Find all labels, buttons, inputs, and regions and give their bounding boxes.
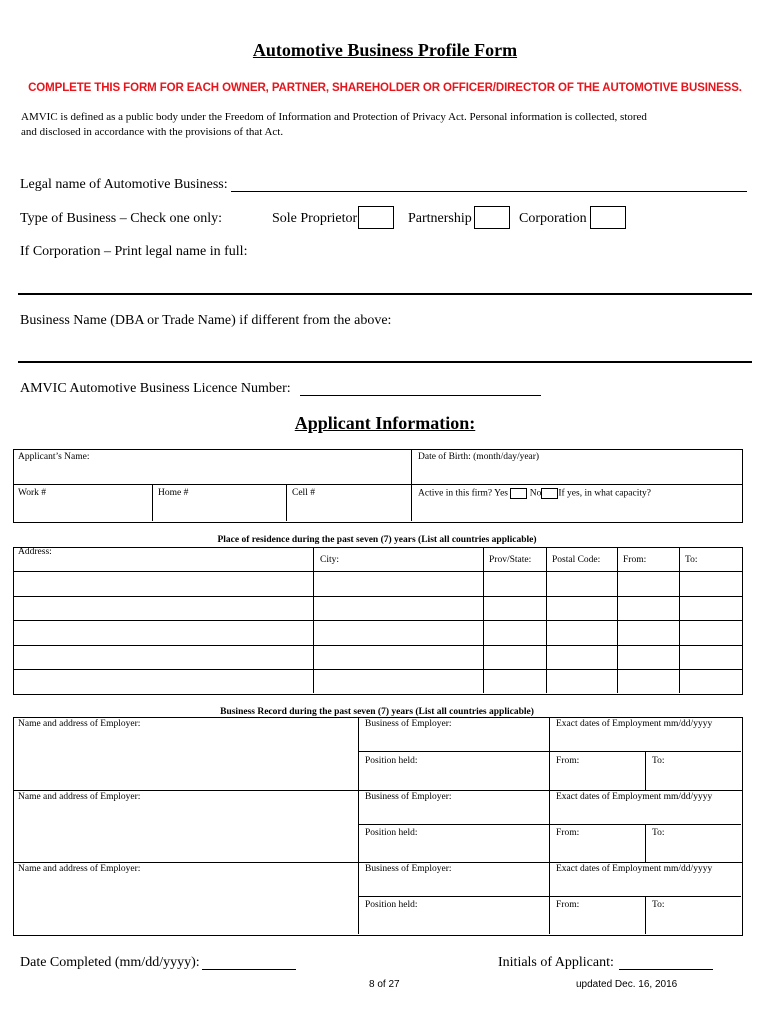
active-no-checkbox[interactable] bbox=[541, 488, 558, 499]
applicant-info-table bbox=[13, 449, 743, 523]
dba-line[interactable] bbox=[18, 361, 752, 363]
to-2-label: To: bbox=[652, 828, 665, 838]
active-in-firm-row bbox=[418, 488, 651, 499]
updated-date: updated Dec. 16, 2016 bbox=[576, 979, 678, 990]
sole-proprietor-checkbox[interactable] bbox=[358, 206, 394, 229]
divider bbox=[617, 547, 618, 693]
legal-name-row bbox=[20, 177, 228, 193]
instruction-warning: COMPLETE THIS FORM FOR EACH OWNER, PARTNER, SHAREHOLDER OR OFFICER/DIRECTOR OF THE AUTOMOTIVE BUSINESS. bbox=[28, 82, 742, 94]
divider bbox=[411, 449, 412, 521]
divider bbox=[286, 484, 287, 521]
divider bbox=[679, 547, 680, 693]
address-label: Address: bbox=[18, 547, 52, 557]
legal-name-label: Legal name of Automotive Business: bbox=[20, 177, 228, 192]
employer-1-label: Name and address of Employer: bbox=[18, 719, 141, 729]
from-3-label: From: bbox=[556, 900, 580, 910]
legal-name-field[interactable] bbox=[231, 177, 747, 192]
business-of-employer-3-label: Business of Employer: bbox=[365, 864, 452, 874]
dates-2-label: Exact dates of Employment mm/dd/yyyy bbox=[556, 792, 713, 802]
divider bbox=[645, 824, 646, 862]
initials-label: Initials of Applicant: bbox=[498, 955, 614, 970]
postal-code-header: Postal Code: bbox=[552, 555, 601, 565]
option-corporation-label: Corporation bbox=[519, 211, 587, 226]
divider bbox=[13, 620, 742, 621]
corporation-name-label: If Corporation – Print legal name in full: bbox=[20, 244, 248, 259]
divider bbox=[358, 896, 741, 897]
privacy-line-2: and disclosed in accordance with the provisions of that Act. bbox=[21, 126, 284, 138]
business-of-employer-2-label: Business of Employer: bbox=[365, 792, 452, 802]
initials-field[interactable] bbox=[619, 955, 713, 970]
licence-number-field[interactable] bbox=[300, 381, 541, 396]
divider bbox=[483, 547, 484, 693]
business-of-employer-1-label: Business of Employer: bbox=[365, 719, 452, 729]
licence-number-label: AMVIC Automotive Business Licence Number: bbox=[20, 381, 291, 396]
home-phone-label: Home # bbox=[158, 488, 189, 498]
divider bbox=[358, 717, 359, 934]
divider bbox=[645, 751, 646, 790]
divider bbox=[358, 751, 741, 752]
form-title: Automotive Business Profile Form bbox=[252, 40, 518, 60]
divider bbox=[13, 571, 742, 572]
divider bbox=[152, 484, 153, 521]
active-no-label: No bbox=[529, 488, 542, 499]
divider bbox=[13, 645, 742, 646]
capacity-label: If yes, in what capacity? bbox=[558, 488, 651, 499]
residence-from-header: From: bbox=[623, 555, 647, 565]
divider bbox=[13, 790, 742, 791]
divider bbox=[645, 896, 646, 934]
prov-state-header: Prov/State: bbox=[489, 555, 532, 565]
divider bbox=[358, 824, 741, 825]
divider bbox=[549, 717, 550, 934]
position-2-label: Position held: bbox=[365, 828, 418, 838]
applicant-information-heading: Applicant Information: bbox=[294, 413, 476, 433]
dates-1-label: Exact dates of Employment mm/dd/yyyy bbox=[556, 719, 713, 729]
employer-3-label: Name and address of Employer: bbox=[18, 864, 141, 874]
active-yes-checkbox[interactable] bbox=[510, 488, 527, 499]
residence-table bbox=[13, 547, 743, 695]
from-2-label: From: bbox=[556, 828, 580, 838]
divider bbox=[13, 862, 742, 863]
partnership-checkbox[interactable] bbox=[474, 206, 510, 229]
corporation-name-line[interactable] bbox=[18, 293, 752, 295]
work-phone-label: Work # bbox=[18, 488, 46, 498]
divider bbox=[13, 669, 742, 670]
cell-phone-label: Cell # bbox=[292, 488, 315, 498]
position-3-label: Position held: bbox=[365, 900, 418, 910]
divider bbox=[546, 547, 547, 693]
privacy-line-1: AMVIC is defined as a public body under the Freedom of Information and Protection of Privacy Act. Personal information is collected, stored bbox=[21, 111, 647, 123]
corporation-checkbox[interactable] bbox=[590, 206, 626, 229]
divider bbox=[13, 596, 742, 597]
date-of-birth-label: Date of Birth: (month/day/year) bbox=[418, 452, 540, 462]
employer-2-label: Name and address of Employer: bbox=[18, 792, 141, 802]
business-record-heading: Business Record during the past seven (7) years (List all countries applicable) bbox=[220, 707, 534, 717]
date-completed-field[interactable] bbox=[202, 955, 296, 970]
divider bbox=[313, 547, 314, 693]
option-sole-proprietor-label: Sole Proprietor bbox=[272, 211, 358, 226]
date-completed-label: Date Completed (mm/dd/yyyy): bbox=[20, 955, 200, 970]
privacy-notice bbox=[21, 110, 741, 140]
option-partnership-label: Partnership bbox=[408, 211, 472, 226]
active-yes-label: Active in this firm? Yes bbox=[418, 488, 508, 499]
from-1-label: From: bbox=[556, 756, 580, 766]
business-type-label: Type of Business – Check one only: bbox=[20, 211, 222, 226]
divider bbox=[13, 484, 742, 485]
dba-label: Business Name (DBA or Trade Name) if different from the above: bbox=[20, 313, 392, 328]
residence-heading: Place of residence during the past seven (7) years (List all countries applicable) bbox=[217, 535, 537, 545]
applicant-name-label: Applicant’s Name: bbox=[18, 452, 90, 462]
to-1-label: To: bbox=[652, 756, 665, 766]
page-number: 8 of 27 bbox=[369, 979, 400, 990]
dates-3-label: Exact dates of Employment mm/dd/yyyy bbox=[556, 864, 713, 874]
to-3-label: To: bbox=[652, 900, 665, 910]
city-header: City: bbox=[320, 555, 340, 565]
position-1-label: Position held: bbox=[365, 756, 418, 766]
residence-to-header: To: bbox=[685, 555, 698, 565]
